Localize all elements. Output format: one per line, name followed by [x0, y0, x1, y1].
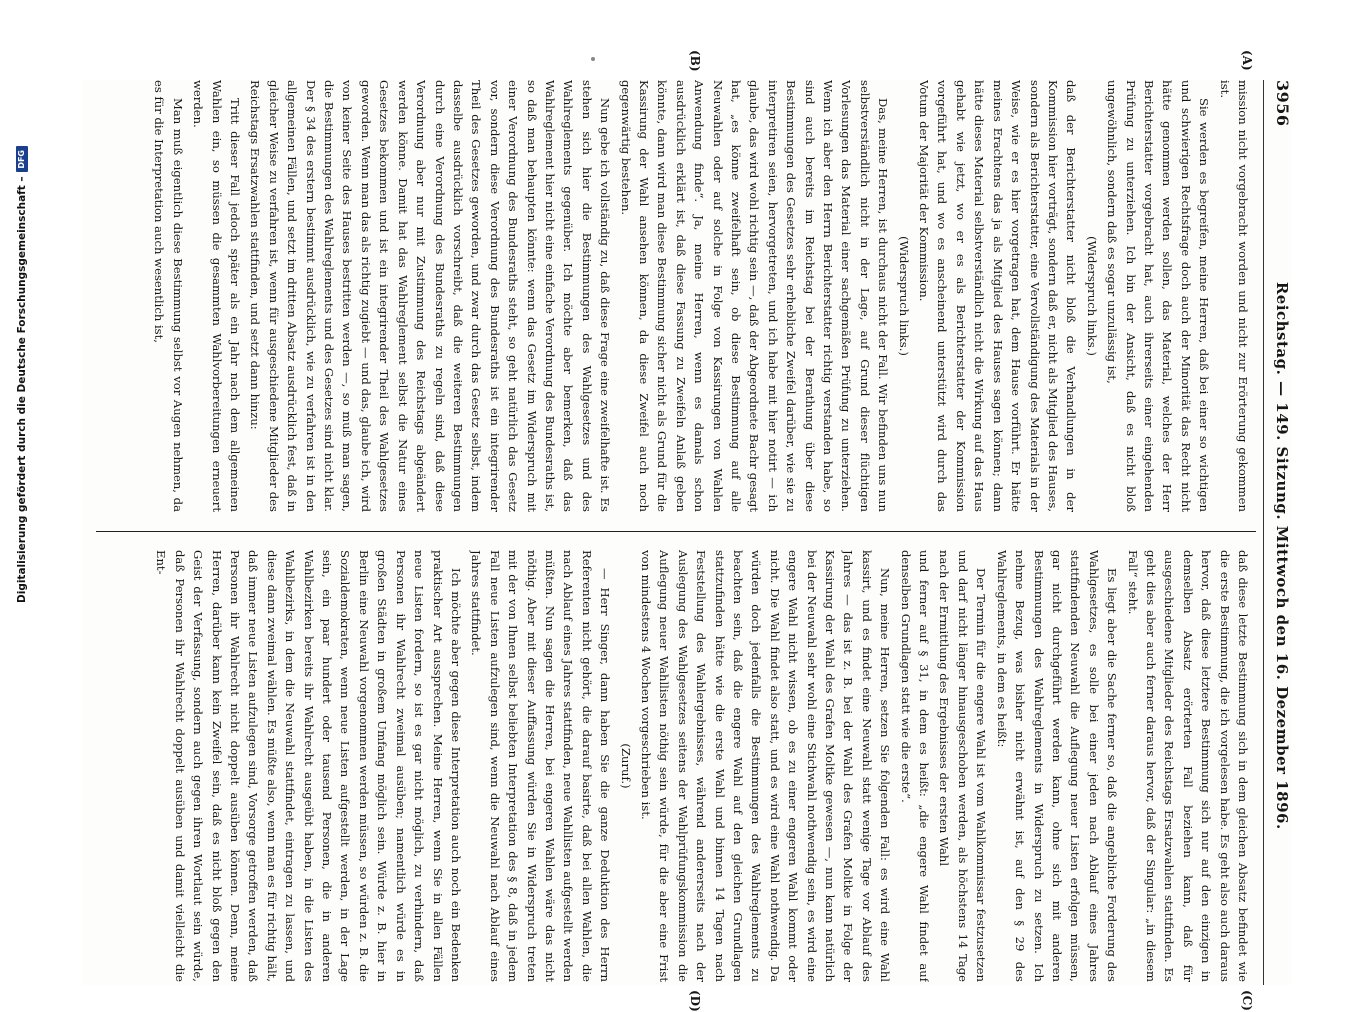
margin-mark-a: (A): [1240, 50, 1254, 71]
paragraph: Nun gebe ich vollständig zu, daß diese Frage eine zweifelhafte ist. Es stehen sich hier die Bestimmungen des Wahlgesetzes und des Wahlreglements gegenüber. Ich möchte aber bemerken, daß das Wahlreglement hier nicht eine einfache Verordnung des Bundesraths ist, so daß man behaupten könnte: wenn das Gesetz im Widerspruch mit einer Verordnung des Bundesraths steht, so geht natürlich das Gesetz vor, sondern diese Verordnung des Bundesraths ist ein integrirender Theil des Gesetzes geworden, und zwar durch das Gesetz selbst, indem dasselbe ausdrücklich vorschreibt, daß die weiteren Bestimmungen durch eine Verordnung des Bundesraths zu regeln sind, daß diese Verordnung aber nur mit Zustimmung des Reichstags abgeändert werden könne. Damit hat das Wahlreglement selbst die Natur eines Gesetzes bekommen und ist ein integrirender Theil des Wahlgesetzes geworden. Wenn man das als richtig zugiebt — und das, glaube ich, wird von keiner Seite des Hauses bestritten werden —, so muß man sagen, die Bestimmungen des Wahlreglements und des Gesetzes sind nicht klar. Der § 34 des erstern bestimmt ausdrücklich, wie zu verfahren ist in den allgemeinen Fällen, und setzt im dritten Absatz ausdrücklich fest, daß in gleicher Weise zu verfahren ist, wenn für ausgeschiedene Mitglieder des Reichstags Ersatzwahlen stattfinden, und setzt dann hinzu:: [248, 80, 613, 512]
dfg-logo-icon: DFG: [16, 146, 28, 172]
interjection: (Widerspruch links.): [1084, 236, 1099, 356]
paragraph: Tritt dieser Fall jedoch später als ein Jahr nach dem allgemeinen Wahlen ein, so müssen die gesammten Wahlvorbereitungen erneuert werden.: [191, 80, 243, 512]
margin-mark-b: (B): [688, 50, 702, 72]
page-header: [1263, 80, 1292, 985]
paragraph: mission nicht vorgebracht worden und nicht zur Erörterung gekommen ist.: [1217, 80, 1250, 512]
scan-speck: [591, 57, 595, 61]
paragraph: — Herr Singer, dann haben Sie die ganze Deduktion des Herrn Referenten nicht gehört, die darauf basirte, daß bei allen Wahlen, die nach Ablauf eines Jahres stattfinden, neue Wahllisten aufgestellt werden müßten. Nun sagen die Herren, bei engeren Wahlen wäre das nicht nöthig. Aber mit dieser Auffassung würden Sie in Widerspruch treten mit der von Ihnen selbst beliebten Interpretation des § 8, daß in jedem Fall neue Listen aufzulegen sind, wenn die Neuwahl nach Ablauf eines Jahres stattfindet.: [469, 550, 613, 982]
paragraph: und ferner auf § 31, in dem es heißt: „die engere Wahl findet auf denselben Grundlagen statt wie die erste“.: [898, 550, 932, 982]
footer-credit-text: Digitalisierung gefördert durch die Deutsche Forschungsgemeinschaft –: [16, 176, 28, 603]
paragraph: Der Termin für die engere Wahl ist vom Wahlkommissar festzusetzen und darf nicht länger hinausgeschoben werden, als höchstens 14 Tage nach der Ermittlung des Ergebnisses der ersten Wahl: [937, 550, 989, 982]
left-text-column: [102, 80, 1252, 512]
paragraph: Ich möchte aber gegen diese Interpretation auch noch ein Bedenken praktischer Art aussprechen. Meine Herren, wenn Sie in allen Fällen neue Listen fordern, so ist es gar nicht möglich, zu verhindern, daß Personen ihr Wahlrecht zweimal ausüben; namentlich würde es in großen Städten in großem Umfang möglich sein. Würde z. B. hier in Berlin eine Neuwahl vorgenommen werden müssen, so würden z. B. die Sozialdemokraten, wenn neue Listen aufgestellt werden, in der Lage sein, ein paar hundert oder tausend Personen, die in anderen Wahlbezirken bereits ihr Wahlrecht ausgeübt haben, in die Listen des Wahlbezirks, in dem die Neuwahl stattfindet, eintragen zu lassen, und diese dann zweimal wählen. Es müßte also, wenn man es für richtig hält, daß immer neue Listen aufzulegen sind, Vorsorge getroffen werden, daß Personen ihr Wahlrecht nicht doppelt ausüben können. Denn, meine Herren, darüber kann kein Zweifel sein, daß es nicht bloß gegen den Geist der Verfassung, sondern auch gegen ihren Wortlaut sein würde, daß Personen ihr Wahlrecht doppelt ausüben und damit vielleicht die Ent-: [154, 550, 463, 982]
paragraph: Es liegt aber die Sache ferner so, daß die angebliche Forderung des Wahlgesetzes, es solle bei einer jeden nach Ablauf eines Jahres stattfindenden Neuwahl die Auflegung neuer Listen erfolgen müssen, gar nicht durchgeführt werden kann, ohne sich mit anderen Bestimmungen des Wahlreglements in Widerspruch zu setzen. Ich nehme Bezug, was bisher nicht erwähnt ist, auf den § 29 des Wahlreglements, in dem es heißt:: [994, 550, 1120, 982]
rotated-document-page: [82, 50, 1292, 1012]
digitization-footer: [2, 0, 28, 1000]
paragraph: daß der Berichterstatter nicht bloß die Verhandlungen in der Kommission hier vorträgt, sondern daß er, nicht als Mitglied des Hauses, sondern als Berichterstatter, eine Vervollständigung des Materials in der Weise, wie er es hier vorgetragen hat, dem Hause vorführt. Er hätte meines Erachtens das ja als Mitglied des Hauses sagen können; dann hätte dieses Material selbstverständlich nicht die Wirkung auf das Haus gehabt wie jetzt, wo er es als Berichterstatter der Kommission vorgeführt hat, und wo es anscheinend unterstützt wird durch das Votum der Majorität der Kommission.: [917, 80, 1079, 512]
interjection: (Widerspruch links.): [896, 236, 911, 356]
margin-mark-c: (C): [1240, 990, 1254, 1011]
paragraph: Man muß eigentlich diese Bestimmung selbst vor Augen nehmen, da es für die Interpretation auch wesentlich ist,: [152, 80, 185, 512]
paragraph: Sie werden es begreifen, meine Herren, daß bei einer so wichtigen und schwierigen Rechtsfrage doch auch der Minorität das Recht nicht hätte genommen werden sollen, das Material, welches der Herr Berichterstatter vorgebracht hat, auch ihrerseits einer eingehenden Prüfung zu unterziehen. Ich bin der Ansicht, daß es nicht bloß ungewöhnlich, sondern daß es sogar unzulässig ist,: [1105, 80, 1212, 512]
right-text-column: [102, 550, 1252, 982]
page-number: 3956: [1273, 80, 1292, 127]
paragraph: Nun, meine Herren, setzen Sie folgenden Fall: es wird eine Wahl kassirt, und es findet eine Neuwahl statt wenige Tage vor Ablauf des Jahres — das ist z. B. bei der Wahl des Grafen Moltke in Folge der Kassirung der Wahl des Grafen Moltke gewesen —, nun kann natürlich bei der Neuwahl sehr wohl eine Stichwahl nothwendig sein, es wird eine engere Wahl nicht wissen, ob es zu einer engeren Wahl kommt oder nicht. Die Wahl findet also statt, und es wird eine Wahl nothwendig. Da würden doch jedenfalls die Bestimmungen des Wahlreglements zu beachten sein, daß die engere Wahl auf den gleichen Grundlagen stattzufinden hätte wie die erste Wahl und binnen 14 Tagen nach Feststellung des Wahlergebnisses, während andererseits nach der Auslegung des Wahlgesetzes seitens der Wahlprüfungskommission die Auflegung neuer Wahllisten nöthig sein würde, für die aber eine Frist von mindestens 4 Wochen vorgeschrieben ist.: [639, 550, 893, 982]
footer-credit-line: [16, 146, 28, 603]
paragraph: daß diese letzte Bestimmung sich in dem gleichen Absatz befindet wie die erste Bestimmung, die ich vorgelesen habe. Es geht also auch daraus hervor, daß diese letztere Bestimmung sich nur auf den einzigen in demselben Absatz erörterten Fall beziehen kann, daß für ausgeschiedene Mitglieder des Reichstags Ersatzwahlen stattfinden. Es geht dies aber auch ferner daraus hervor, daß der Singular: „in diesem Fall“ steht.: [1125, 550, 1250, 982]
page-title: Reichstag. — 149. Sitzung. Mittwoch den 16. Dezember 1896.: [1273, 281, 1291, 830]
paragraph: Das, meine Herren, ist durchaus nicht der Fall. Wir befinden uns nun selbstverständlich nicht in der Lage, auf Grund dieser flüchtigen Vorlesungen das Material einer sachgemäßen Prüfung zu unterziehen. Wenn ich aber den Herrn Berichterstatter richtig verstanden habe, so sind auch bereits im Reichstag bei der Berathung über diese Bestimmungen des Gesetzes sehr erhebliche Zweifel darüber, wie sie zu interpretiren seien, hervorgetreten, und ich habe mit hier notirt — ich glaube, das wird wohl richtig sein —, daß der Abgeordnete Bachr gesagt hat, „es könne zweifelhaft sein, ob diese Bestimmung auf alle Neuwahlen oder auf solche in Folge von Kassirungen von Wahlen Anwendung finde“. Ja, meine Herren, wenn es damals schon ausdrücklich erklärt ist, daß diese Fassung zu Zweifeln Anlaß geben könnte, dann wird man diese Bestimmung sicher nicht als Grund für die Kassirung der Wahl ansehen können, da diese Zweifel auch noch gegenwärtig bestehen.: [618, 80, 891, 512]
margin-mark-d: (D): [688, 990, 702, 1012]
column-divider: [96, 531, 1256, 532]
interjection: (Zuruf.): [618, 743, 633, 789]
